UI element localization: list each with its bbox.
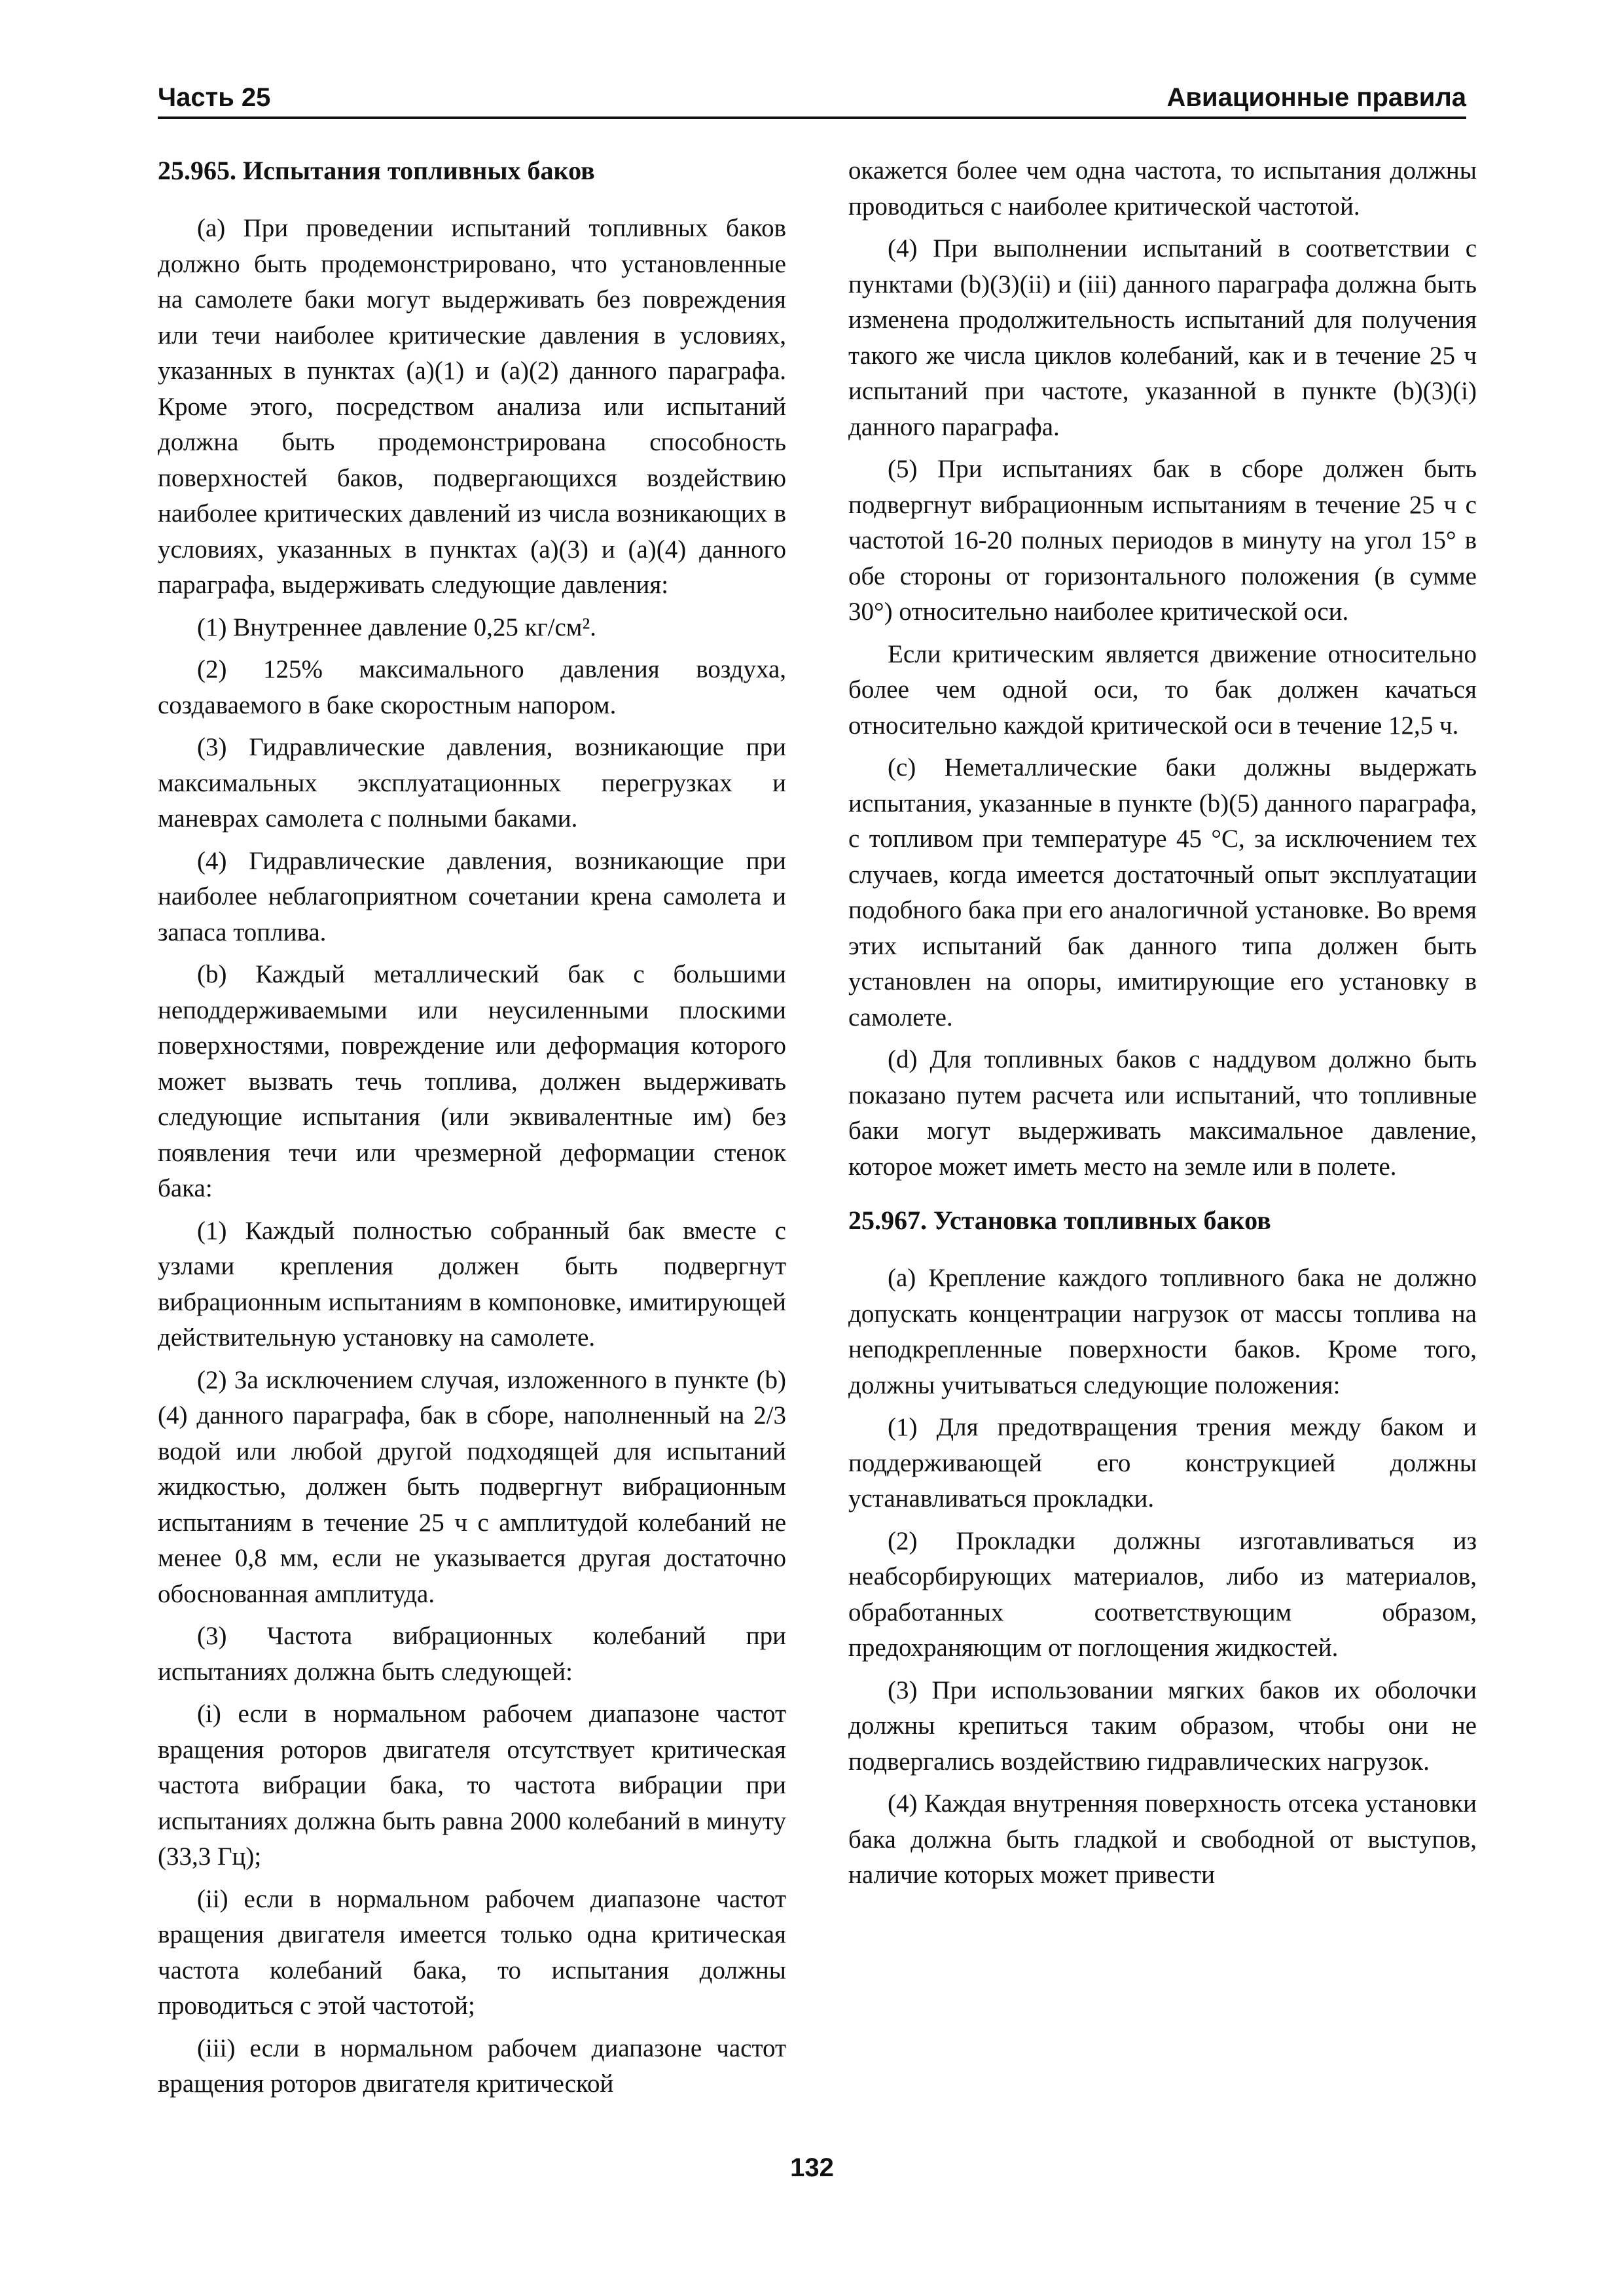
right-column — [848, 153, 1477, 1900]
paragraph: (4) Гидравлические давления, возникающие при наиболее неблагоприятном сочетании крена самолета и запаса топлива. — [158, 846, 786, 946]
paragraph: (1) Каждый полностью собранный бак вместе с узлами крепления должен быть подвергнут вибрационным испытаниям в компоновке, имитирующей действительную установку на самолете. — [158, 1216, 786, 1352]
paragraph: (2) За исключением случая, изложенного в пункте (b)(4) данного параграфа, бак в сборе, наполненный на 2/3 водой или любой другой подходящей для испытаний жидкостью, должен быть подвергнут вибрационным испытаниям в течение 25 ч с амплитудой колебаний не менее 0,8 мм, если не указывается другая достаточно обоснованная амплитуда. — [158, 1365, 786, 1608]
paragraph: (4) При выполнении испытаний в соответствии с пунктами (b)(3)(ii) и (iii) данного параграфа должна быть изменена продолжительность испытаний для получения такого же числа циклов колебаний, как и в течение 25 ч испытаний при частоте, указанной в пункте (b)(3)(i) данного параграфа. — [848, 234, 1477, 441]
page-header — [158, 79, 1466, 119]
paragraph: (1) Внутреннее давление 0,25 кг/см². — [197, 613, 596, 641]
paragraph: Если критическим является движение относительно более чем одной оси, то бак должен качаться относительно каждой критической оси в течение 12,5 ч. — [848, 639, 1477, 740]
paragraph: (2) 125% максимального давления воздуха, создаваемого в баке скоростным напором. — [158, 655, 786, 719]
paragraph: (ii) если в нормальном рабочем диапазоне частот вращения двигателя имеется только одна критическая частота колебаний бака, то испытания должны проводиться с этой частотой; — [158, 1884, 786, 2020]
page-number: 132 — [790, 2153, 834, 2182]
section-heading-25-967: 25.967. Установка топливных баков — [848, 1206, 1271, 1235]
document-title: Авиационные правила — [1166, 83, 1466, 112]
paragraph: (3) Частота вибрационных колебаний при испытаниях должна быть следующей: — [158, 1622, 786, 1686]
paragraph: (3) Гидравлические давления, возникающие при максимальных эксплуатационных перегрузках и маневрах самолета с полными баками. — [158, 733, 786, 833]
paragraph: (5) При испытаниях бак в сборе должен быть подвергнут вибрационным испытаниям в течение 25 ч с частотой 16-20 полных периодов в минуту на угол 15° в обе стороны от горизонтального положения (в сумме 30°) относительно наиболее критической оси. — [848, 455, 1477, 626]
paragraph: (3) При использовании мягких баков их оболочки должны крепиться таким образом, чтобы они не подвергались воздействию гидравлических нагрузок. — [848, 1676, 1477, 1776]
paragraph: (1) Для предотвращения трения между баком и поддерживающей его конструкцией должны устанавливаться прокладки. — [848, 1413, 1477, 1513]
paragraph: (a) Крепление каждого топливного бака не должно допускать концентрации нагрузок от массы топлива на неподкрепленные поверхности баков. Кроме того, должны учитываться следующие положения: — [848, 1264, 1477, 1399]
part-label: Часть 25 — [158, 83, 271, 112]
paragraph: (2) Прокладки должны изготавливаться из неабсорбирующих материалов, либо из материалов, обработанных соответствующим образом, предохраняющим от поглощения жидкостей. — [848, 1526, 1477, 1662]
paragraph: (a) При проведении испытаний топливных баков должно быть продемонстрировано, что установленные на самолете баки могут выдерживать без повреждения или течи наиболее критические давления в условиях, указанных в пунктах (a)(1) и (a)(2) данного параграфа. Кроме этого, посредством анализа или испытаний должна быть продемонстрирована способность поверхностей баков, подвергающихся воздействию наиболее критических давлений из числа возникающих в условиях, указанных в пунктах (a)(3) и (a)(4) данного параграфа, выдерживать следующие давления: — [158, 214, 786, 599]
paragraph: (iii) если в нормальном рабочем диапазоне частот вращения роторов двигателя критической — [158, 2034, 786, 2098]
paragraph: (c) Неметаллические баки должны выдержать испытания, указанные в пункте (b)(5) данного параграфа, с топливом при температуре 45 °С, за исключением тех случаев, когда имеется достаточный опыт эксплуатации подобного бака при его аналогичной установке. Во время этих испытаний бак данного типа должен быть установлен на опоры, имитирующие его установку в самолете. — [848, 753, 1477, 1031]
section-heading-25-965: 25.965. Испытания топливных баков — [158, 156, 595, 185]
left-column — [158, 153, 786, 2109]
paragraph: (i) если в нормальном рабочем диапазоне частот вращения роторов двигателя отсутствует критическая частота вибрации бака, то частота вибрации при испытаниях должна быть равна 2000 колебаний в минуту (33,3 Гц); — [158, 1700, 786, 1871]
paragraph-continuation: окажется более чем одна частота, то испытания должны проводиться с наиболее критической частотой. — [848, 156, 1477, 221]
paragraph: (d) Для топливных баков с наддувом должно быть показано путем расчета или испытаний, что топливные баки могут выдерживать максимальное давление, которое может иметь место на земле или в полете. — [848, 1045, 1477, 1181]
paragraph: (4) Каждая внутренняя поверхность отсека установки бака должна быть гладкой и свободной от выступов, наличие которых может привести — [848, 1789, 1477, 1889]
paragraph: (b) Каждый металлический бак с большими неподдерживаемыми или неусиленными плоскими поверхностями, повреждение или деформация которого может вызвать течь топлива, должен выдерживать следующие испытания (или эквивалентные им) без появления течи или чрезмерной деформации стенок бака: — [158, 960, 786, 1202]
